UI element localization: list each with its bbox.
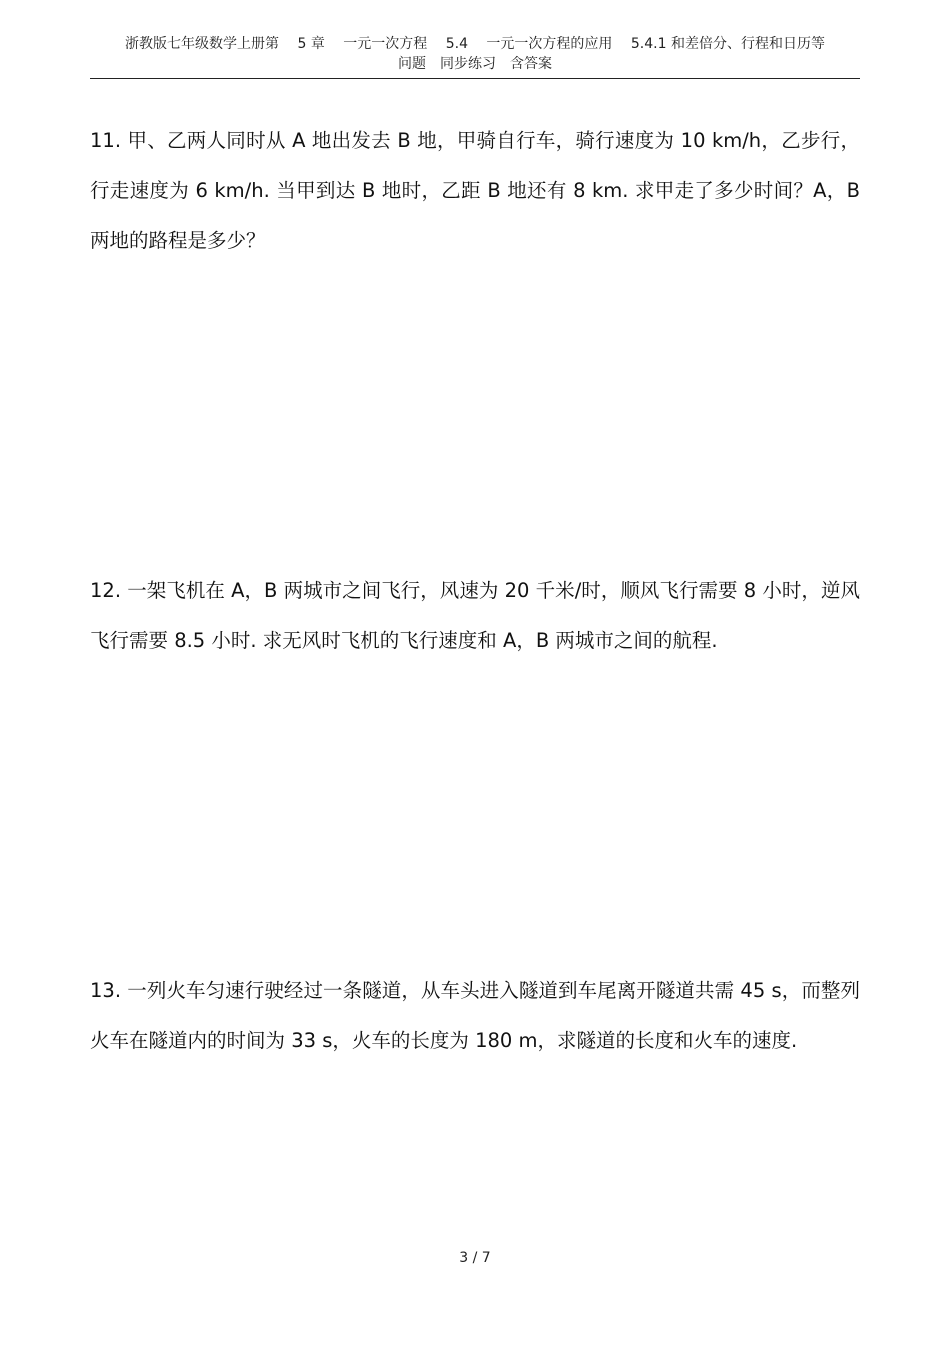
page-header bbox=[90, 34, 860, 74]
page-number: 3 / 7 bbox=[459, 1250, 491, 1266]
header-title-line-1: 浙教版七年级数学上册第 5 章 一元一次方程 5.4 一元一次方程的应用 5.4.1 和差倍分、行程和日历等 bbox=[125, 36, 825, 52]
header-divider bbox=[90, 78, 860, 79]
question-13: 13. 一列火车匀速行驶经过一条隧道，从车头进入隧道到车尾离开隧道共需 45 s，而整列火车在隧道内的时间为 33 s，火车的长度为 180 m，求隧道的长度和火车的速度. bbox=[90, 979, 860, 1052]
question-11: 11. 甲、乙两人同时从 A 地出发去 B 地，甲骑自行车，骑行速度为 10 km/h，乙步行，行走速度为 6 km/h. 当甲到达 B 地时，乙距 B 地还有 8 km. 求甲走了多少时间？A，B 两地的路程是多少？ bbox=[90, 129, 860, 252]
question-12: 12. 一架飞机在 A，B 两城市之间飞行，风速为 20 千米/时，顺风飞行需要 8 小时，逆风飞行需要 8.5 小时. 求无风时飞机的飞行速度和 A，B 两城市之间的航程. bbox=[90, 579, 860, 652]
header-title-line-2: 问题 同步练习 含答案 bbox=[398, 56, 552, 72]
